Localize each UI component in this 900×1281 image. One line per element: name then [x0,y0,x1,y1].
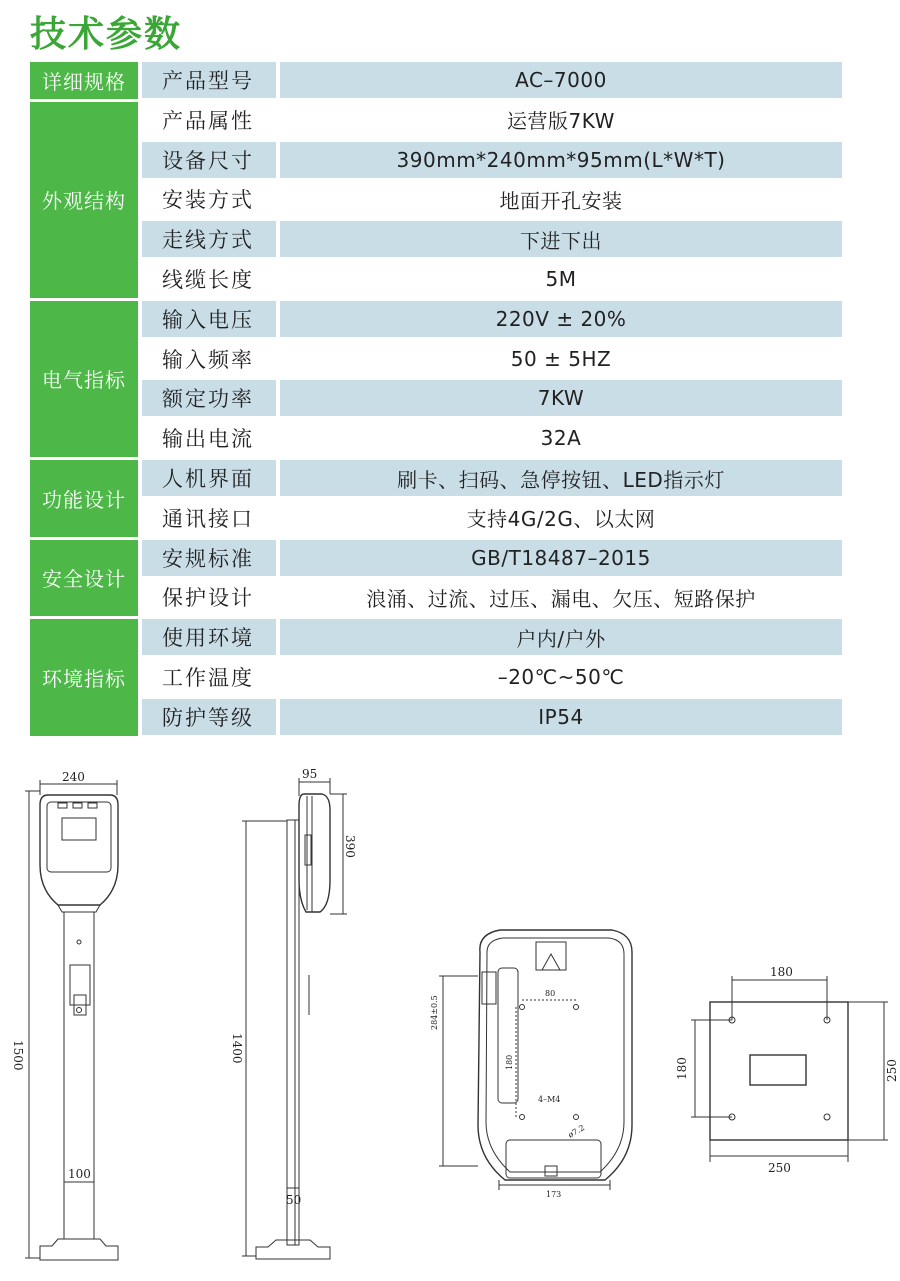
spec-label: 使用环境 [142,619,276,655]
spec-label: 额定功率 [142,380,276,416]
spec-value: 运营版7KW [507,109,615,134]
spec-row [30,341,842,381]
dim-side-height: 390 [343,835,357,858]
spec-label: 工作温度 [162,666,254,690]
dim-post-depth: 50 [286,1193,302,1207]
technical-drawings [0,740,900,1277]
spec-value: IP54 [280,699,842,735]
dim-base-width: 250 [768,1161,791,1175]
spec-value: 户内/户外 [280,619,842,655]
spec-value: GB/T18487–2015 [280,540,842,576]
spec-row [30,460,842,500]
category-cell: 功能设计 [30,460,138,540]
category-cell: 环境指标 [30,619,138,738]
spec-row [30,619,842,659]
dim-base-height: 250 [885,1059,899,1082]
dim-back-width: 173 [546,1190,562,1199]
spec-row [30,181,842,221]
spec-row [30,221,842,261]
dim-base-hole-v: 180 [675,1057,689,1080]
dim-back-screws: 4–M4 [538,1095,561,1104]
spec-label: 安装方式 [162,188,254,213]
dim-total-height: 1500 [11,1040,25,1071]
spec-value: 50 ± 5HZ [510,346,612,371]
spec-label: 走线方式 [142,221,276,257]
spec-row [30,579,842,619]
spec-row [30,699,842,739]
dim-back-hole-h: 80 [545,989,556,998]
front-view [25,780,118,1260]
dim-post-width: 100 [68,1167,91,1181]
spec-label: 输入频率 [162,347,254,372]
spec-row [30,500,842,540]
spec-label: 线缆长度 [162,268,254,292]
spec-value: 刷卡、扫码、急停按钮、LED指示灯 [280,460,842,496]
spec-label: 产品型号 [142,62,276,98]
spec-value: 32A [540,426,582,451]
side-view [242,778,347,1259]
base-view [691,976,888,1162]
spec-value: 地面开孔安装 [499,188,623,213]
spec-row [30,380,842,420]
spec-label: 输出电流 [162,427,254,452]
spec-row [30,102,842,142]
spec-label: 设备尺寸 [142,142,276,178]
dim-base-hole-h: 180 [770,965,793,979]
spec-label: 输入电压 [142,301,276,337]
spec-row [30,261,842,301]
spec-value: AC–7000 [280,62,842,98]
spec-row [30,420,842,460]
spec-label: 保护设计 [162,586,254,611]
spec-value: 5M [545,267,577,291]
spec-value: 220V ± 20% [280,301,842,337]
spec-value: 390mm*240mm*95mm(L*W*T) [280,142,842,178]
spec-value: –20℃~50℃ [497,665,625,689]
spec-label: 通讯接口 [162,506,254,531]
spec-row [30,62,842,102]
dimension-drawings-svg [0,740,900,1277]
spec-value: 7KW [280,380,842,416]
page-title: 技术参数 [30,14,183,55]
category-cell: 外观结构 [30,102,138,301]
spec-value: 浪涌、过流、过压、漏电、欠压、短路保护 [366,586,756,611]
spec-value: 支持4G/2G、以太网 [466,507,656,532]
dim-back-note: ø7.2 [566,1123,587,1140]
spec-row [30,540,842,580]
category-cell: 详细规格 [30,62,138,102]
spec-label: 人机界面 [142,460,276,496]
spec-row [30,142,842,182]
back-view [439,930,632,1190]
category-cell: 电气指标 [30,301,138,460]
dim-back-hole-v: 180 [505,1054,514,1070]
spec-label: 防护等级 [142,699,276,735]
dim-back-height: 284±0.5 [430,995,439,1030]
dim-post-height: 1400 [230,1033,244,1064]
spec-label: 产品属性 [162,108,254,133]
spec-value: 下进下出 [280,221,842,257]
spec-row [30,301,842,341]
dim-front-width: 240 [62,770,85,784]
dim-side-depth: 95 [302,767,318,781]
spec-label: 安规标准 [142,540,276,576]
spec-row [30,659,842,699]
category-cell: 安全设计 [30,540,138,620]
